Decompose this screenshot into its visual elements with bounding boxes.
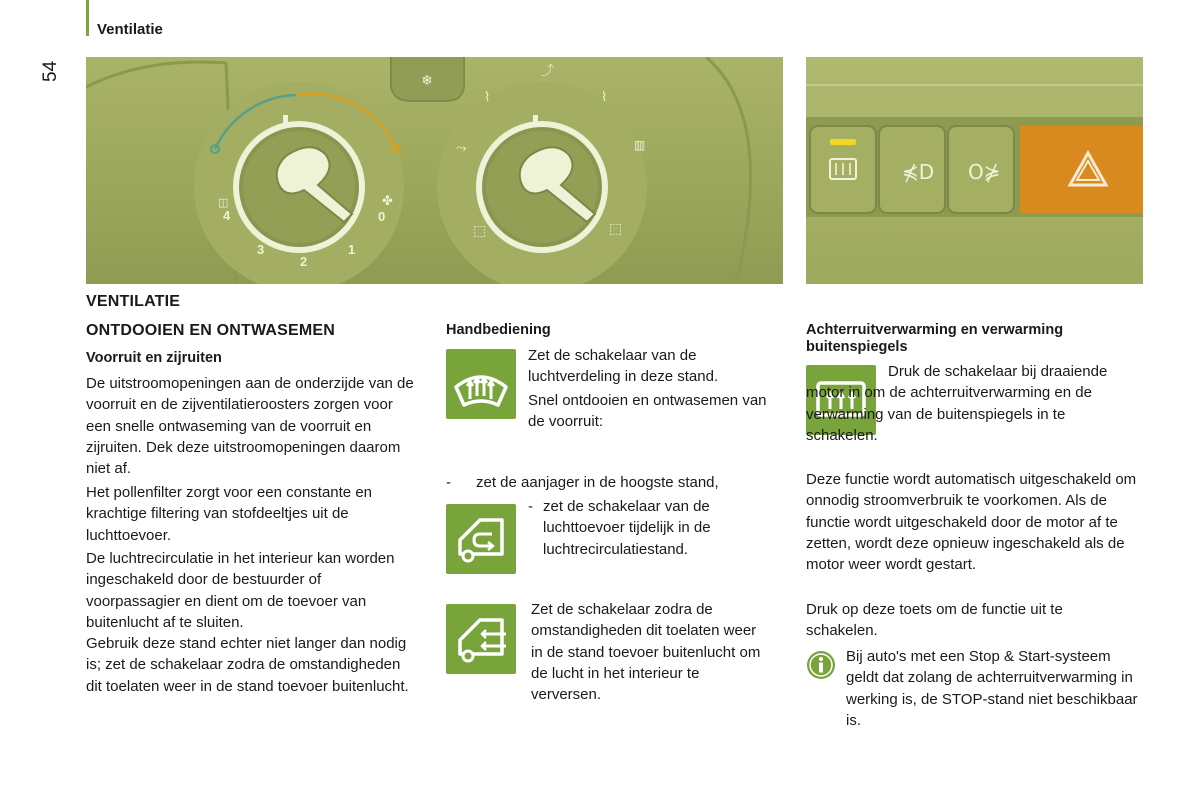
bullet-1-dash: - bbox=[446, 474, 451, 491]
svg-text:⬚: ⬚ bbox=[609, 221, 623, 237]
svg-text:❄: ❄ bbox=[421, 73, 433, 89]
svg-text:✤: ✤ bbox=[382, 194, 393, 209]
col2-paragraph-2: Snel ontdooien en ontwasemen van de voorruit: bbox=[528, 392, 767, 431]
header-accent-bar bbox=[86, 0, 89, 36]
recirculation-icon bbox=[446, 504, 516, 574]
dial-number-1: 1 bbox=[348, 242, 356, 257]
col1-paragraph-3: De luchtrecirculatie in het interieur kan worden ingeschakeld door de bestuurder of voorpassagier en dient om de toevoer van buitenlucht af te sluiten. bbox=[86, 550, 395, 631]
dial-number-2: 2 bbox=[300, 254, 308, 269]
svg-text:⌇: ⌇ bbox=[601, 90, 608, 105]
svg-text:⤳: ⤳ bbox=[456, 141, 467, 156]
col2-paragraph-3: Zet de schakelaar zodra de omstandigheden dit toelaten weer in de stand toevoer buitenlucht om de lucht in het interieur te verversen. bbox=[531, 601, 761, 704]
info-icon bbox=[806, 650, 836, 685]
col3-paragraph-1: Druk de schakelaar bij draaiende motor in om de achterruitverwarming en de verwarming van de buitenspiegels in te schakelen. bbox=[806, 363, 1108, 444]
col1-paragraph-1: De uitstroomopeningen aan de onderzijde van de voorruit en de zijventilatieroosters zorgen voor een snelle ontwaseming van de voorruit en zijruiten. Dek deze uitstroomopeningen daarom niet af. bbox=[86, 375, 414, 478]
col1-paragraph-2: Het pollenfilter zorgt voor een constante en krachtige filtering van stofdeeltjes uit de luchttoevoer. bbox=[86, 484, 373, 544]
bullet-1-text: zet de aanjager in de hoogste stand, bbox=[476, 474, 719, 491]
heater-dials-drawing bbox=[86, 57, 783, 284]
rear-defrost-heading: Achterruitverwarming en verwarming buitenspiegels bbox=[806, 322, 1064, 355]
heater-controls-illustration bbox=[86, 57, 783, 284]
col3-paragraph-2: Deze functie wordt automatisch uitgeschakeld om onnodig stroomverbruik te voorkomen. Als de functie wordt uitgeschakeld door de motor af te zetten, wordt deze opnieuw ingeschakeld als de motor weer wordt gestart. bbox=[806, 471, 1137, 574]
bullet-2-text: zet de schakelaar van de luchttoevoer tijdelijk in de luchtrecirculatiestand. bbox=[543, 498, 711, 558]
svg-text:⋠D: ⋠D bbox=[902, 160, 935, 184]
dial-number-4: 4 bbox=[223, 208, 231, 223]
hazard-switch bbox=[1020, 126, 1143, 213]
svg-text:▥: ▥ bbox=[634, 138, 646, 152]
info-note-text: Bij auto's met een Stop & Start-systeem geldt dat zolang de achterruitverwarming in werking is, de STOP-stand niet beschikbaar is. bbox=[846, 648, 1138, 729]
bullet-2-dash: - bbox=[528, 498, 533, 515]
page-number: 54 bbox=[40, 60, 61, 82]
col2-paragraph-1: Zet de schakelaar van de luchtverdeling in deze stand. bbox=[528, 347, 719, 386]
switch-panel-illustration bbox=[806, 57, 1143, 284]
handbediening-heading: Handbediening bbox=[446, 322, 551, 338]
svg-text:⤴: ⤴ bbox=[541, 64, 555, 79]
page-header-title: Ventilatie bbox=[97, 21, 163, 38]
dial-number-3: 3 bbox=[257, 242, 265, 257]
dial-number-0: 0 bbox=[378, 209, 386, 224]
section-title-ventilatie: VENTILATIE bbox=[86, 293, 181, 310]
svg-text:O⋡: O⋡ bbox=[968, 160, 1001, 184]
subsection-title: ONTDOOIEN EN ONTWASEMEN bbox=[86, 322, 336, 339]
svg-text:◫: ◫ bbox=[218, 196, 229, 209]
svg-text:⬚: ⬚ bbox=[473, 223, 487, 239]
svg-text:⌇: ⌇ bbox=[484, 90, 491, 105]
col1-paragraph-4: Gebruik deze stand echter niet langer dan nodig is; zet de schakelaar zodra de omstandigheden dit toelaten weer in de stand toevoer buitenlucht. bbox=[86, 635, 409, 695]
col3-paragraph-3: Druk op deze toets om de functie uit te schakelen. bbox=[806, 601, 1063, 640]
switch-indicator-light bbox=[830, 139, 856, 145]
subheading-windscreen: Voorruit en zijruiten bbox=[86, 350, 222, 366]
windscreen-defrost-icon bbox=[446, 349, 516, 419]
fresh-air-icon bbox=[446, 604, 516, 674]
switch-panel-drawing bbox=[806, 57, 1143, 284]
